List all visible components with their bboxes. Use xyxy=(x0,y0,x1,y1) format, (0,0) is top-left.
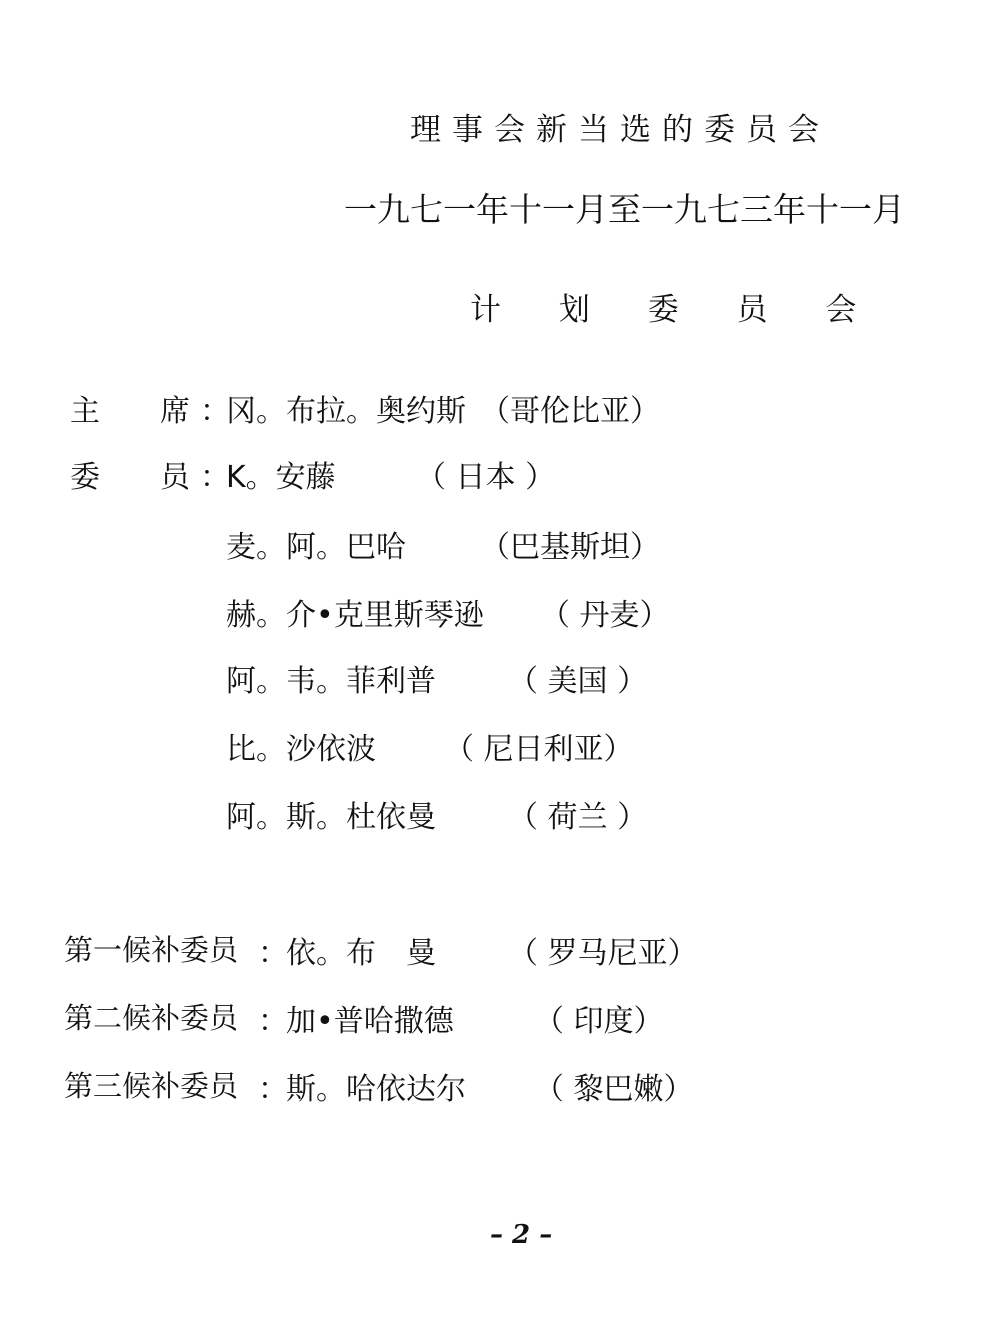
alternate-country: （ 罗马尼亚） xyxy=(508,936,698,971)
member-country: （ 美国 ） xyxy=(508,664,648,699)
chairman-role-first: 主 xyxy=(70,394,100,429)
member-country: （ 日本 ） xyxy=(416,460,556,495)
alternate-name: 斯。哈依达尔 xyxy=(286,1072,466,1107)
alternate-label: 第三候补委员 xyxy=(64,1069,239,1103)
members-colon: ： xyxy=(200,460,230,495)
members-role-first: 委 xyxy=(70,460,100,495)
member-country: （巴基斯坦） xyxy=(480,530,660,565)
member-name: 阿。斯。杜依曼 xyxy=(226,800,436,835)
chairman-name: 冈。布拉。奥约斯 xyxy=(226,394,466,429)
alternate-label: 第一候补委员 xyxy=(64,933,239,967)
member-country: （ 丹麦） xyxy=(540,598,670,633)
alternate-colon: ： xyxy=(258,1072,288,1107)
member-name: 比。沙依波 xyxy=(226,732,376,767)
document-title: 理事会新当选的委员会 xyxy=(410,112,830,148)
member-country: （ 荷兰 ） xyxy=(508,800,648,835)
chairman-colon: ： xyxy=(200,394,230,429)
alternate-label: 第二候补委员 xyxy=(64,1001,239,1035)
member-name: K。安藤 xyxy=(226,460,336,495)
page-number: – 2 – xyxy=(490,1220,553,1250)
member-name: 麦。阿。巴哈 xyxy=(226,530,406,565)
alternate-name: 依。布 曼 xyxy=(286,936,436,971)
alternate-colon: ： xyxy=(258,936,288,971)
member-name: 赫。介•克里斯琴逊 xyxy=(226,598,484,633)
alternate-country: （ 印度） xyxy=(534,1004,664,1039)
members-role-second: 员 xyxy=(160,460,190,495)
alternate-name: 加•普哈撒德 xyxy=(286,1004,454,1039)
member-country: （ 尼日利亚） xyxy=(444,732,634,767)
chairman-role-second: 席 xyxy=(160,394,190,429)
alternate-colon: ： xyxy=(258,1004,288,1039)
chairman-country: （哥伦比亚） xyxy=(480,394,660,429)
member-name: 阿。韦。菲利普 xyxy=(226,664,436,699)
term-period: 一九七一年十一月至一九七三年十一月 xyxy=(344,190,905,229)
alternate-country: （ 黎巴嫩） xyxy=(534,1072,694,1107)
committee-name: 计 划 委 员 会 xyxy=(470,292,881,328)
